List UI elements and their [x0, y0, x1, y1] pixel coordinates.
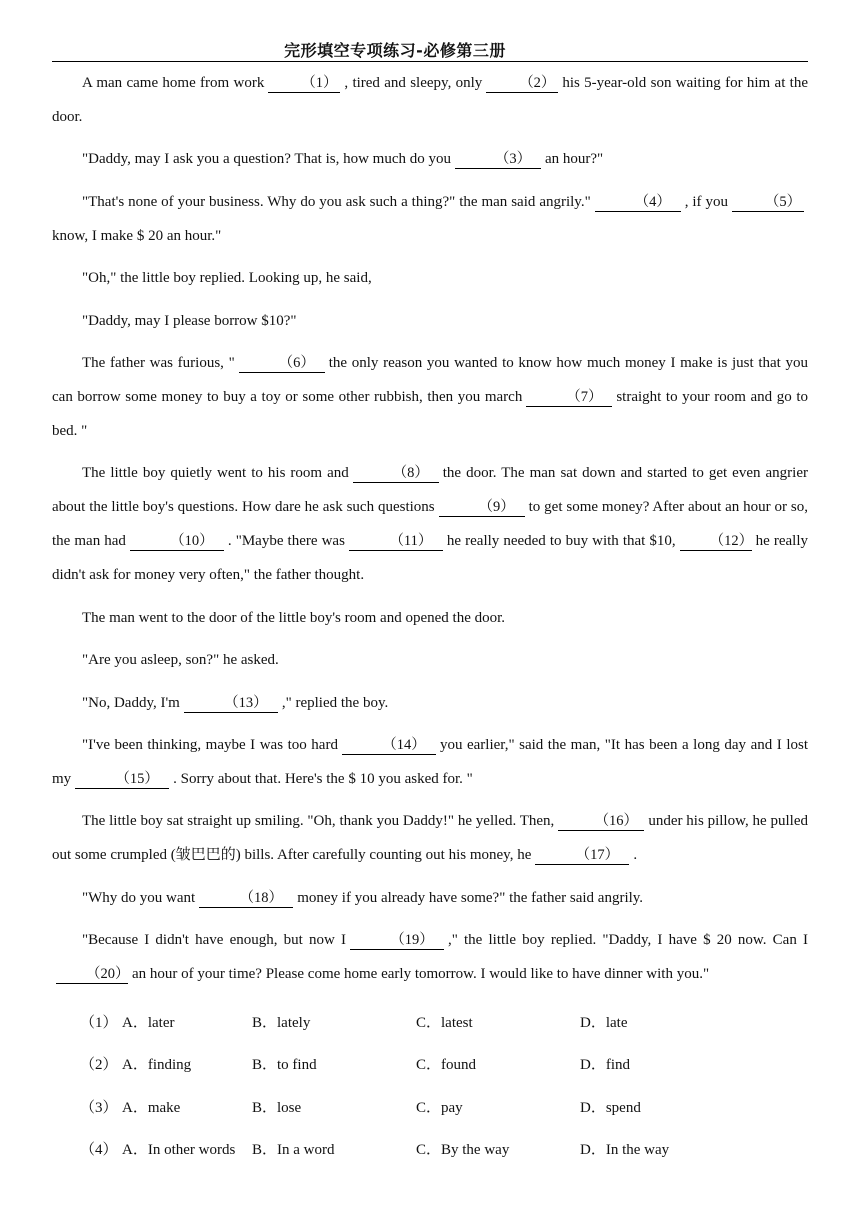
- passage-text: "I've been thinking, maybe I was too hard: [82, 736, 338, 753]
- option-c: C．found: [416, 1057, 477, 1074]
- paragraph-14: [52, 923, 808, 991]
- option-b: B．lose: [252, 1099, 302, 1116]
- passage-text: money if you already have some?" the father said angrily.: [297, 889, 644, 906]
- passage-text: he really didn't ask for money very often," the father thought.: [52, 533, 808, 584]
- paragraph-2: [52, 142, 808, 176]
- passage-text: .: [633, 847, 638, 864]
- blank-1: （1）: [268, 75, 340, 93]
- blank-15: （15）: [75, 771, 169, 789]
- passage-text: ," the little boy replied. "Daddy, I have $ 20 now. Can I: [447, 932, 808, 949]
- passage-text: "Because I didn't have enough, but now I: [82, 932, 346, 949]
- paragraph-6: [52, 346, 808, 448]
- passage-text: his 5-year-old son waiting for him at the door.: [52, 75, 809, 125]
- passage-text: the door. The man sat down and started to get even angrier about the little boy's questions. How dare he ask such questions: [52, 465, 808, 516]
- passage-text: ," replied the boy.: [281, 694, 389, 711]
- passage-text: "Daddy, may I please borrow $10?": [82, 312, 297, 329]
- option-d: D．find: [580, 1057, 630, 1074]
- option-c: C．By the way: [416, 1142, 510, 1159]
- passage-text: The father was furious, ": [82, 354, 235, 371]
- blank-16: （16）: [558, 813, 644, 831]
- option-a: A．make: [122, 1099, 181, 1116]
- blank-14: （14）: [342, 737, 436, 755]
- blank-7: （7）: [526, 389, 612, 407]
- paragraph-7: [52, 456, 808, 592]
- passage-text: , tired and sleepy, only: [344, 75, 483, 91]
- blank-4: （4）: [595, 194, 681, 212]
- passage-text: The man went to the door of the little boy's room and opened the door.: [82, 609, 506, 626]
- paragraph-5: [52, 304, 808, 338]
- passage-text: , if you: [684, 193, 728, 210]
- question-number: （2）: [80, 1057, 118, 1074]
- blank-2: （2）: [486, 75, 558, 93]
- blank-6: （6）: [239, 355, 325, 373]
- blank-12: （12）: [680, 533, 752, 551]
- option-b: B．lately: [252, 1014, 311, 1031]
- passage-text: "Oh," the little boy replied. Looking up, he said,: [82, 270, 372, 287]
- option-c: C．latest: [416, 1014, 473, 1031]
- blank-19: （19）: [350, 932, 444, 950]
- question-number: （3）: [80, 1099, 118, 1116]
- option-a: A．finding: [122, 1057, 192, 1074]
- cloze-passage: [52, 66, 808, 999]
- passage-text: "Why do you want: [82, 889, 196, 906]
- passage-text: an hour of your time? Please come home early tomorrow. I would like to have dinner with you.": [132, 966, 710, 983]
- option-d: D．In the way: [580, 1142, 670, 1159]
- passage-text: under his pillow, he pulled out some crumpled (皱巴巴的) bills. After carefully counting out his money, he: [52, 813, 808, 864]
- passage-text: "Daddy, may I ask you a question? That is, how much do you: [82, 151, 451, 168]
- paragraph-12: [52, 804, 808, 872]
- passage-text: straight to your room and go to bed. ": [52, 388, 808, 439]
- passage-text: you earlier," said the man, "It has been a long day and I lost my: [52, 736, 808, 787]
- paragraph-8: [52, 601, 808, 635]
- paragraph-3: [52, 185, 808, 253]
- blank-3: （3）: [455, 151, 541, 169]
- blank-20: （20）: [56, 966, 128, 984]
- passage-text: to get some money? After about an hour or so, the man had: [52, 499, 808, 550]
- blank-13: （13）: [184, 695, 278, 713]
- passage-text: The little boy quietly went to his room and: [82, 465, 349, 482]
- passage-text: . Sorry about that. Here's the $ 10 you asked for. ": [173, 770, 473, 787]
- blank-17: （17）: [535, 847, 629, 865]
- title-divider: [52, 61, 808, 62]
- blank-11: （11）: [349, 533, 443, 551]
- blank-9: （9）: [439, 499, 525, 517]
- paragraph-4: [52, 261, 808, 295]
- passage-text: the only reason you wanted to know how much money I make is just that you can borrow some money to buy a toy or some other rubbish, then you march: [52, 354, 808, 405]
- question-row: [80, 1043, 820, 1086]
- option-b: B．to find: [252, 1057, 317, 1074]
- passage-text: "Are you asleep, son?" he asked.: [82, 652, 279, 669]
- question-row: [80, 1128, 820, 1171]
- option-c: C．pay: [416, 1099, 463, 1116]
- passage-text: A man came home from work: [82, 75, 265, 91]
- option-d: D．late: [580, 1014, 628, 1031]
- question-row: [80, 1000, 820, 1043]
- passage-text: The little boy sat straight up smiling. "Oh, thank you Daddy!" he yelled. Then,: [82, 813, 555, 830]
- blank-5: （5）: [732, 194, 804, 212]
- passage-text: "No, Daddy, I'm: [82, 694, 180, 711]
- question-row: [80, 1085, 820, 1128]
- blank-10: （10）: [130, 533, 224, 551]
- paragraph-10: [52, 686, 808, 720]
- paragraph-13: [52, 881, 808, 915]
- passage-text: . "Maybe there was: [227, 533, 345, 550]
- blank-8: （8）: [353, 465, 439, 483]
- paragraph-11: [52, 728, 808, 796]
- question-number: （1）: [80, 1014, 118, 1031]
- question-number: （4）: [80, 1142, 118, 1159]
- option-a: A．In other words: [122, 1142, 236, 1159]
- option-a: A．later: [122, 1014, 175, 1031]
- passage-text: know, I make $ 20 an hour.": [52, 227, 222, 244]
- page-title: 完形填空专项练习-必修第三册: [284, 41, 506, 60]
- passage-text: an hour?": [544, 151, 604, 168]
- passage-text: "That's none of your business. Why do you ask such a thing?" the man said angrily.": [82, 193, 591, 210]
- passage-text: he really needed to buy with that $10,: [446, 533, 676, 550]
- option-d: D．spend: [580, 1099, 641, 1116]
- paragraph-1: [52, 66, 808, 134]
- paragraph-9: [52, 643, 808, 677]
- blank-18: （18）: [199, 890, 293, 908]
- answer-options: [80, 1000, 820, 1170]
- option-b: B．In a word: [252, 1142, 335, 1159]
